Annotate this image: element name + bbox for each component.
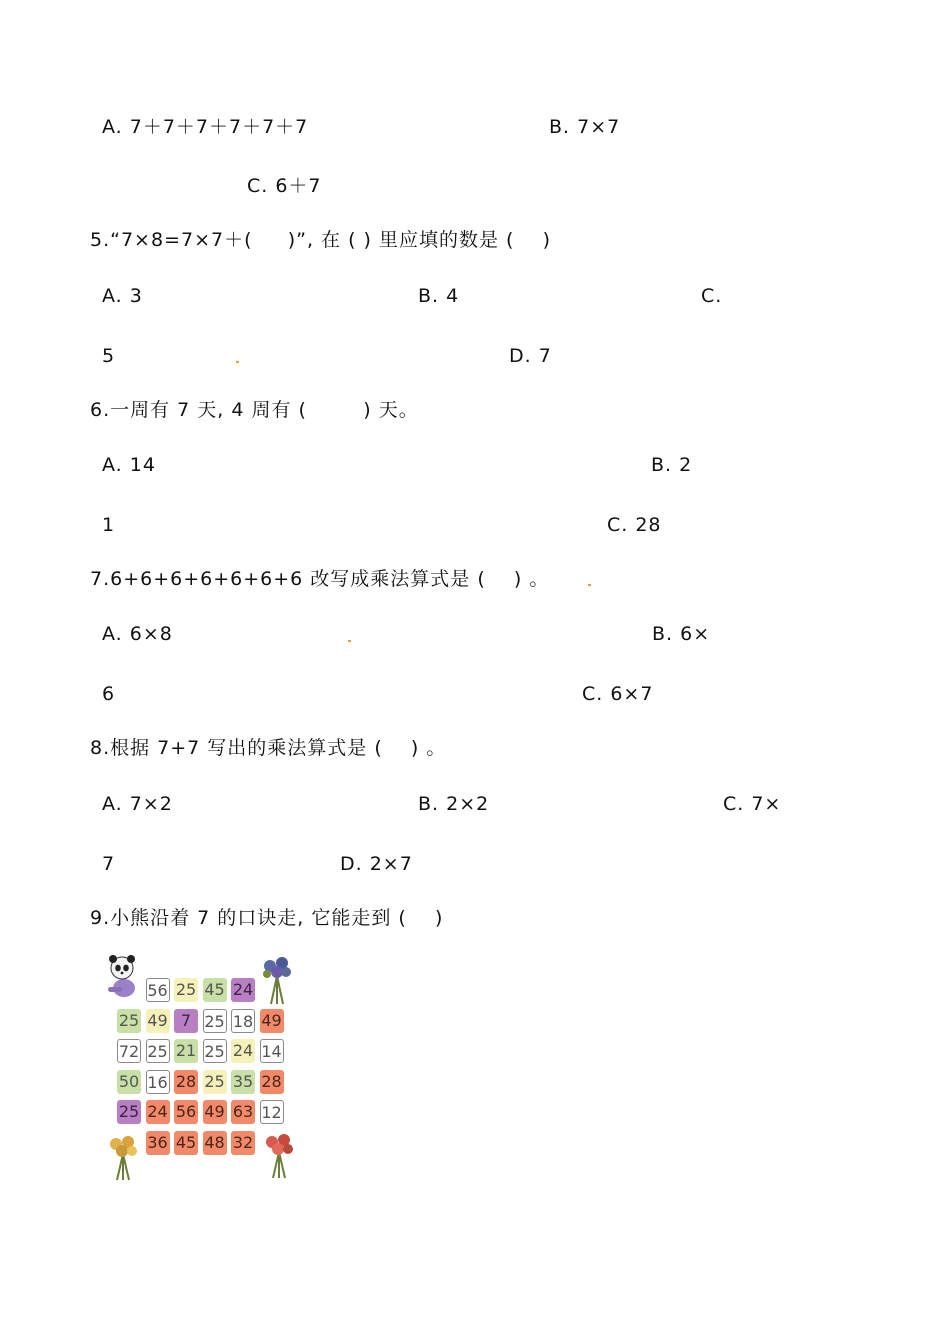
question-9: 9.小熊沿着 7 的口诀走, 它能走到 ( ) [90,907,444,929]
maze-cell: 25 [117,1100,141,1124]
q5-option-c-value: 5 [102,345,116,367]
ink-dot [236,361,239,363]
maze-cell: 25 [146,1039,170,1063]
flower-bouquet-icon [258,954,296,1006]
q6-option-a: A. 14 [102,454,156,476]
question-8: 8.根据 7+7 写出的乘法算式是 ( ) 。 [90,737,447,759]
maze-cell: 24 [231,1039,255,1063]
maze-cell: 32 [231,1131,255,1155]
q8-option-b: B. 2×2 [418,793,490,815]
question-5: 5.“7×8=7×7＋( )”, 在 ( ) 里应填的数是 ( ) [90,229,551,251]
maze-cell: 56 [174,1100,198,1124]
maze-cell: 7 [174,1009,198,1033]
maze-cell: 25 [203,1070,227,1094]
maze-cell: 18 [231,1009,255,1033]
flower-bouquet-icon [260,1130,298,1180]
number-maze [100,952,305,1182]
q8-option-c-value: 7 [102,853,116,875]
question-6: 6.一周有 7 天, 4 周有 ( ) 天。 [90,399,419,421]
q5-option-d: D. 7 [509,345,552,367]
maze-cell: 28 [174,1070,198,1094]
maze-cell: 24 [231,978,255,1002]
maze-cell: 24 [146,1100,170,1124]
maze-cell: 25 [203,1039,227,1063]
flower-bouquet-icon [104,1132,142,1182]
maze-cell: 63 [231,1100,255,1124]
maze-cell: 28 [260,1070,284,1094]
q8-option-a: A. 7×2 [102,793,173,815]
q8-option-d: D. 2×7 [340,853,413,875]
maze-cell: 12 [260,1100,284,1124]
maze-cell: 25 [174,978,198,1002]
maze-cell: 49 [146,1009,170,1033]
q7-option-c: C. 6×7 [582,683,654,705]
maze-cell: 48 [203,1131,227,1155]
maze-cell: 49 [260,1009,284,1033]
panda-icon [102,954,142,1000]
q8-option-c: C. 7× [723,793,782,815]
maze-cell: 25 [203,1009,227,1033]
q6-option-b-value: 1 [102,514,116,536]
maze-cell: 72 [117,1039,141,1063]
q7-option-a: A. 6×8 [102,623,173,645]
q5-option-c: C. [701,285,723,307]
q7-option-b-value: 6 [102,683,116,705]
maze-cell: 45 [203,978,227,1002]
q6-option-b: B. 2 [651,454,693,476]
question-7: 7.6+6+6+6+6+6+6 改写成乘法算式是 ( ) 。 [90,568,550,590]
maze-cell: 35 [231,1070,255,1094]
maze-cell: 16 [146,1070,170,1094]
maze-cell: 21 [174,1039,198,1063]
maze-cell: 45 [174,1131,198,1155]
q4-option-a: A. 7＋7＋7＋7＋7＋7 [102,116,309,138]
ink-dot [348,640,351,642]
q6-option-c: C. 28 [607,514,662,536]
ink-dot [588,584,591,586]
q7-option-b: B. 6× [652,623,711,645]
q5-option-b: B. 4 [418,285,460,307]
maze-cell: 56 [146,978,170,1002]
maze-cell: 14 [260,1039,284,1063]
maze-cell: 25 [117,1009,141,1033]
q4-option-b: B. 7×7 [549,116,621,138]
q5-option-a: A. 3 [102,285,143,307]
maze-cell: 36 [146,1131,170,1155]
maze-cell: 49 [203,1100,227,1124]
maze-cell: 50 [117,1070,141,1094]
q4-option-c: C. 6＋7 [247,175,322,197]
